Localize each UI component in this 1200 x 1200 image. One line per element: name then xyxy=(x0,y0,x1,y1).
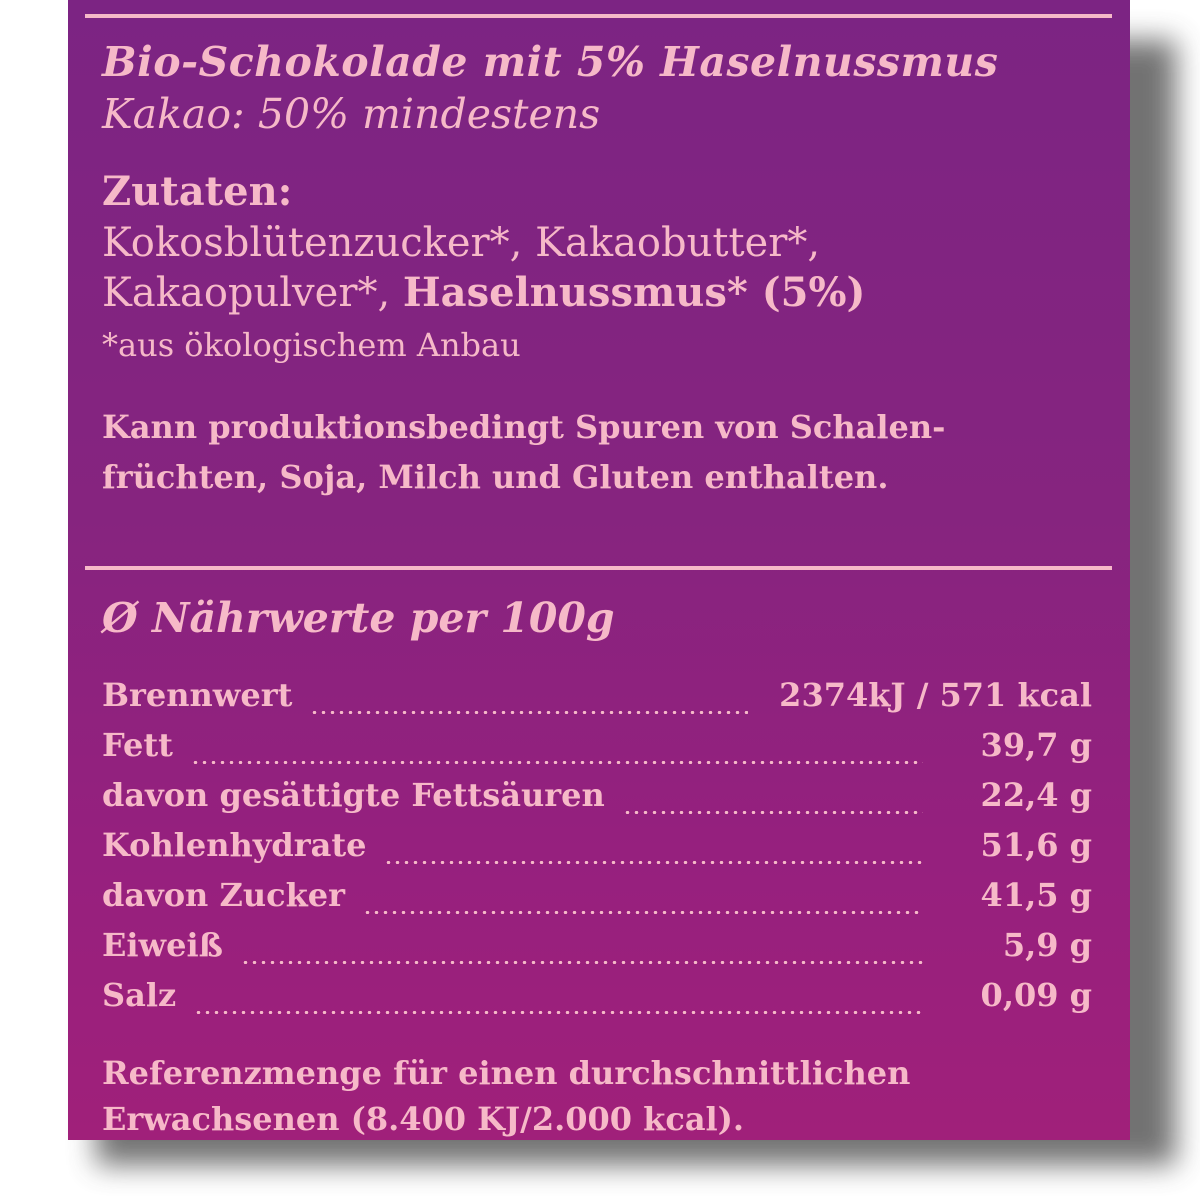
allergen-note-line-1: Kann produktionsbedingt Spuren von Schalen- xyxy=(102,408,946,446)
nutrition-label: Kohlenhydrate xyxy=(102,826,367,864)
nutrition-label: davon gesättigte Fettsäuren xyxy=(102,776,605,814)
ingredients-highlight: Haselnussmus* (5%) xyxy=(402,269,866,316)
nutrition-value: 22,4 g xyxy=(980,776,1092,814)
dot-leader xyxy=(363,911,923,914)
nutrition-row xyxy=(102,976,1092,1026)
nutrition-label: Brennwert xyxy=(102,676,293,714)
reference-note-line-1: Referenzmenge für einen durchschnittlichen xyxy=(102,1054,911,1092)
nutrition-value: 51,6 g xyxy=(980,826,1092,864)
dot-leader xyxy=(384,861,923,864)
nutrition-label: davon Zucker xyxy=(102,876,345,914)
ingredients-line-2 xyxy=(102,269,865,316)
ingredients-line-1: Kokosblütenzucker*, Kakaobutter*, xyxy=(102,220,821,266)
dot-leader xyxy=(194,1011,923,1014)
nutrition-row xyxy=(102,926,1092,976)
nutrition-value: 0,09 g xyxy=(980,976,1092,1014)
dot-leader xyxy=(623,811,923,814)
nutrition-label: Salz xyxy=(102,976,177,1014)
top-divider xyxy=(85,14,1112,18)
nutrition-value: 39,7 g xyxy=(980,726,1092,764)
dot-leader xyxy=(241,961,923,964)
middle-divider xyxy=(85,566,1112,570)
nutrition-row xyxy=(102,726,1092,776)
organic-footnote: *aus ökologischem Anbau xyxy=(102,326,521,364)
product-title: Bio-Schokolade mit 5% Haselnussmus xyxy=(102,38,999,86)
dot-leader xyxy=(310,711,748,714)
nutrition-row xyxy=(102,776,1092,826)
allergen-note-line-2: früchten, Soja, Milch und Gluten enthalten. xyxy=(102,458,889,496)
reference-note-line-2: Erwachsenen (8.400 KJ/2.000 kcal). xyxy=(102,1100,744,1138)
nutrition-row xyxy=(102,676,1092,726)
nutrition-value: 41,5 g xyxy=(980,876,1092,914)
ingredients-heading: Zutaten: xyxy=(102,168,293,215)
label-panel xyxy=(68,0,1130,1140)
nutrition-label: Eiweiß xyxy=(102,926,223,964)
nutrition-value: 2374kJ / 571 kcal xyxy=(779,676,1092,714)
nutrition-label: Fett xyxy=(102,726,173,764)
nutrition-row xyxy=(102,826,1092,876)
ingredients-line-2-normal: Kakaopulver*, xyxy=(102,270,403,316)
nutrition-value: 5,9 g xyxy=(1002,926,1092,964)
cocoa-content: Kakao: 50% mindestens xyxy=(102,90,601,138)
nutrition-heading: Ø Nährwerte per 100g xyxy=(102,594,615,642)
dot-leader xyxy=(191,761,923,764)
nutrition-row xyxy=(102,876,1092,926)
nutrition-table xyxy=(102,676,1092,1026)
